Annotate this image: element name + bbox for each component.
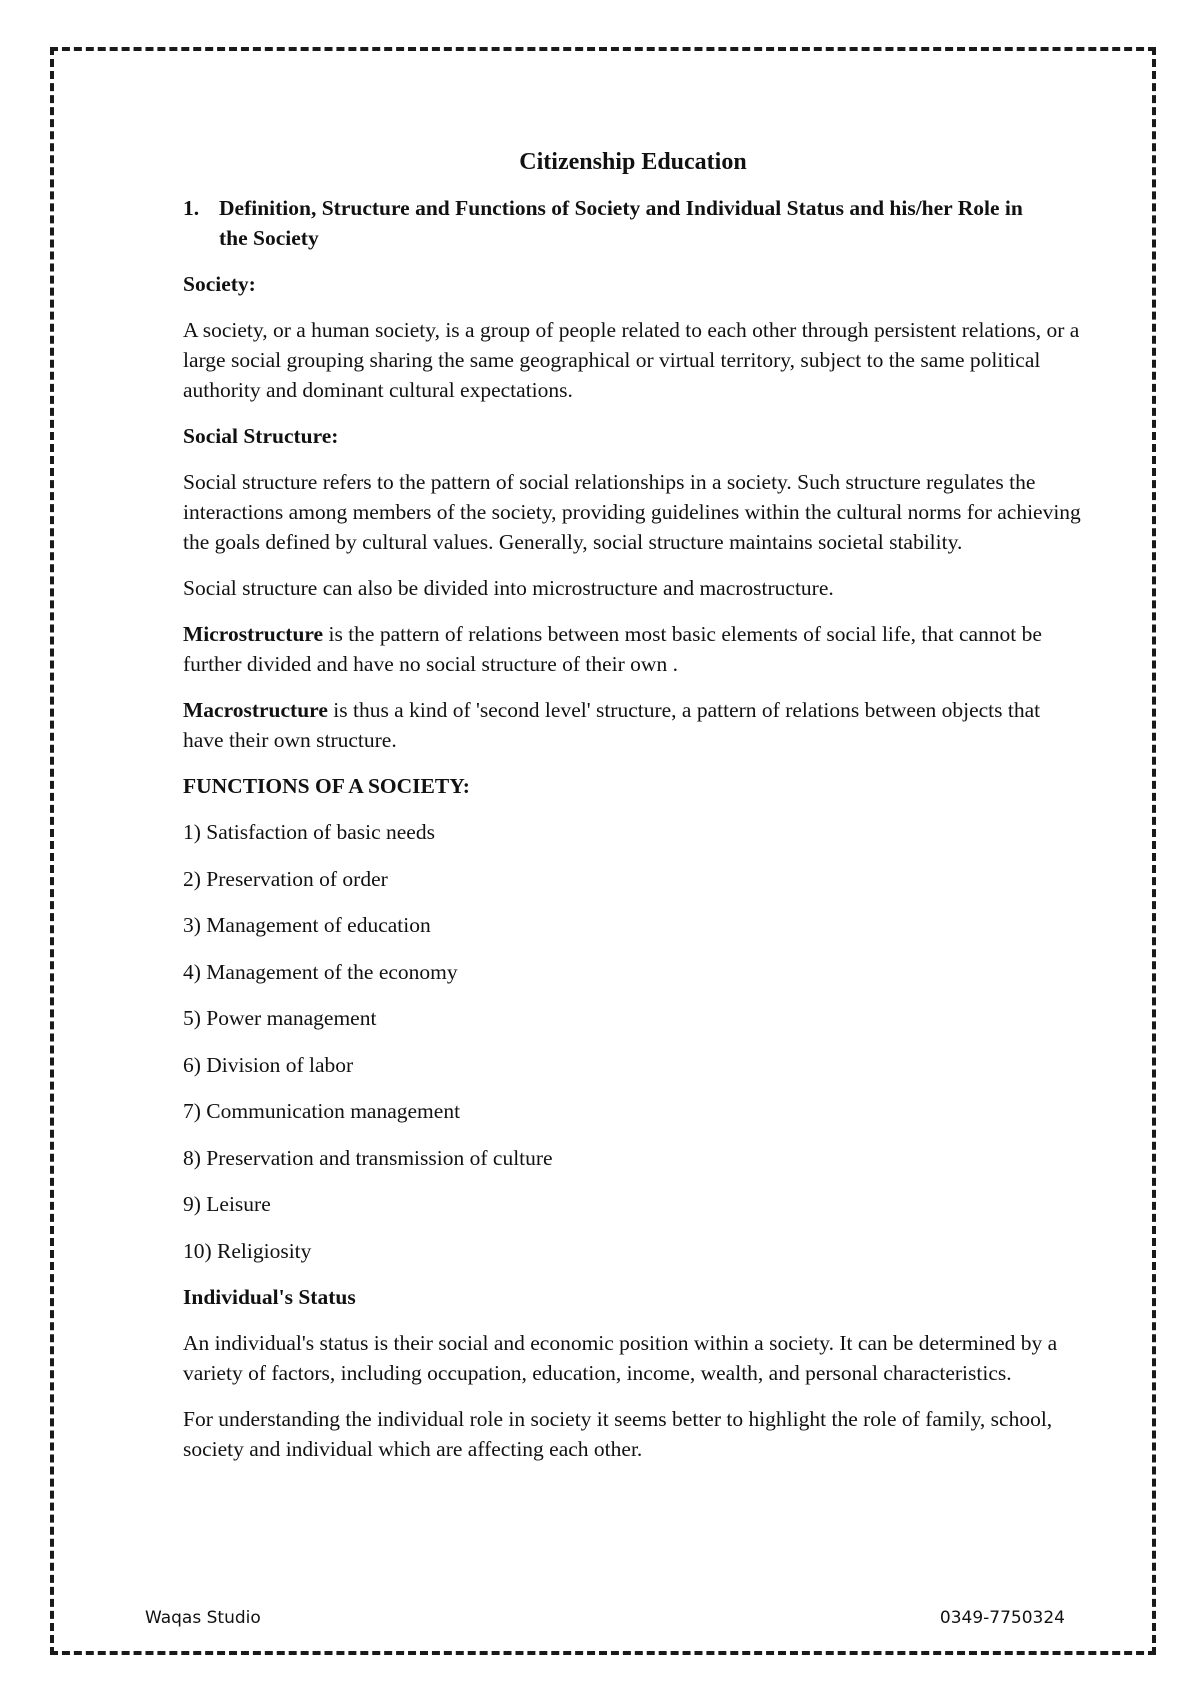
social-structure-division-paragraph: Social structure can also be divided into microstructure and macrostructure. [183,576,834,600]
function-item-4: 4) Management of the economy [183,959,458,984]
function-item-3: 3) Management of education [183,913,431,937]
social-structure-paragraph: Social structure refers to the pattern of social relationships in a society. Such structure regulates the interactions among members of the society, providing guidelines within the cultural norms for achieving the goals defined by cultural values. Generally, social structure maintains societal stability. [183,470,1081,554]
society-heading: Society: [183,272,256,296]
function-item-9: 9) Leisure [183,1192,271,1216]
society-paragraph: A society, or a human society, is a group of people related to each other through persistent relations, or a large social grouping sharing the same geographical or virtual territory, subject to the same political authority and dominant cultural expectations. [183,318,1080,402]
section-heading [183,193,1083,253]
function-item-10: 10) Religiosity [183,1238,312,1263]
function-item-6: 6) Division of labor [183,1052,354,1077]
footer-phone-number: 0349-7750324 [939,1608,1065,1628]
social-structure-heading: Social Structure: [183,424,339,448]
macrostructure-text: is thus a kind of 'second level' structure, a pattern of relations between objects that have their own structure. [183,698,1041,752]
individual-role-paragraph: For understanding the individual role in society it seems better to highlight the role of family, school, society and individual which are affecting each other. [183,1407,1053,1461]
microstructure-paragraph [183,619,1083,679]
function-item-2: 2) Preservation of order [183,866,388,891]
macrostructure-paragraph [183,695,1083,755]
individual-status-heading: Individual's Status [183,1285,356,1309]
functions-heading: FUNCTIONS OF A SOCIETY: [183,774,470,798]
function-item-5: 5) Power management [183,1006,377,1030]
footer-studio-name: Waqas Studio [145,1608,261,1628]
macrostructure-term: Macrostructure [183,698,328,722]
function-item-8: 8) Preservation and transmission of culture [183,1145,553,1170]
individual-status-paragraph: An individual's status is their social and economic position within a society. It can be determined by a variety of factors, including occupation, education, income, wealth, and personal characteristics. [183,1331,1058,1385]
microstructure-term: Microstructure [183,622,324,646]
section-heading-text: Definition, Structure and Functions of Society and Individual Status and his/her Role in the Society [219,196,1023,250]
functions-list [183,817,1083,1266]
function-item-1: 1) Satisfaction of basic needs [183,820,435,844]
microstructure-text: is the pattern of relations between most basic elements of social life, that cannot be further divided and have no social structure of their own . [183,622,1042,676]
document-title: Citizenship Education [519,149,747,175]
function-item-7: 7) Communication management [183,1099,461,1123]
section-number: 1. [183,196,200,220]
document-body [183,145,1083,1480]
